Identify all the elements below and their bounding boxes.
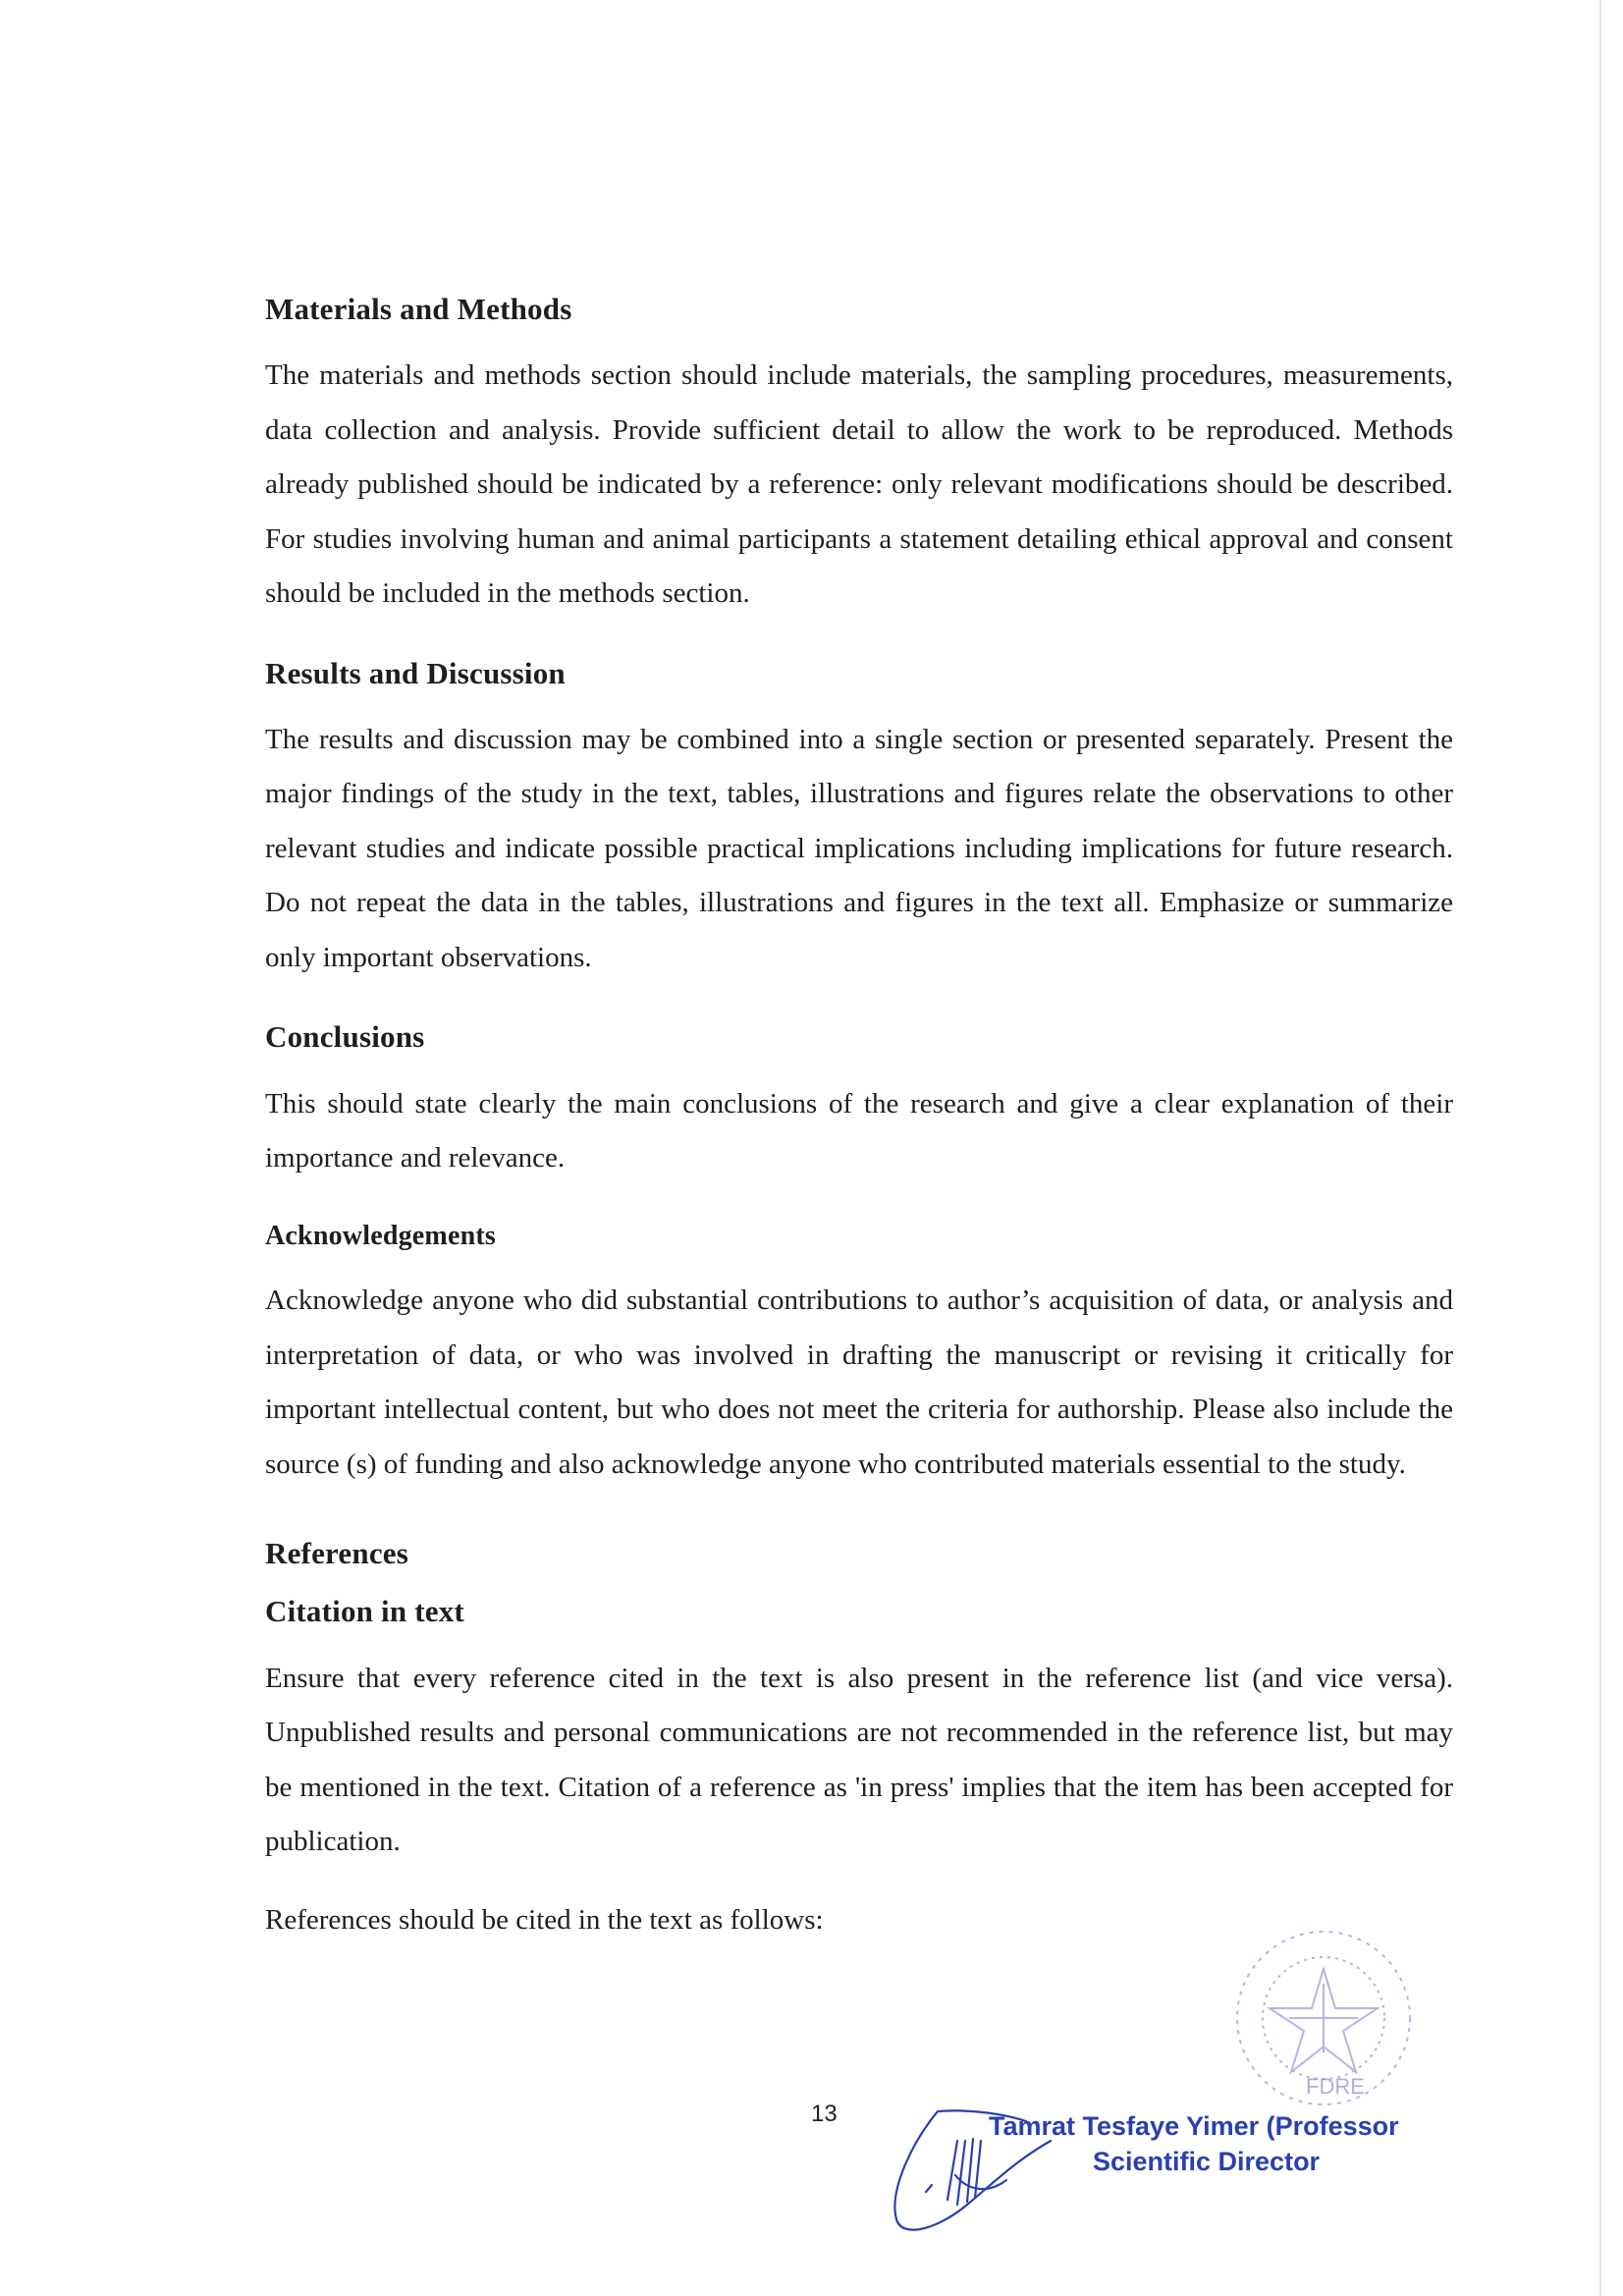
section-paragraph: The materials and methods section should include materials, the sampling procedures, measurements, data collection and analysis. Provide sufficient detail to allow the work to be reproduced. Methods already published should be indicated by a reference: only relevant modifications should be described. For studies involving human and animal participants a statement detailing ethical approval and consent should be included in the methods section. (265, 359, 1453, 610)
section-heading: Acknowledgements (265, 1220, 496, 1251)
page-number: 13 (811, 2101, 838, 2127)
section-paragraph: This should state clearly the main conclusions of the research and give a clear explanation of their importance and relevance. (265, 1087, 1453, 1175)
stamp-label: FDRE (1306, 2074, 1365, 2099)
page-edge (1599, 0, 1601, 2296)
signature-block (879, 2082, 1429, 2239)
section-acknowledgements (265, 1220, 1453, 1493)
section-subheading: Citation in text (265, 1594, 464, 1629)
signatory-name: Tamrat Tesfaye Yimer (Professor (989, 2111, 1399, 2141)
document-body (265, 291, 1453, 1947)
section-paragraph: The results and discussion may be combined into a single section or presented separately. Present the major findings of the study in the text, tables, illustrations and figures relate the observations to other relevant studies and indicate possible practical implications including implications for future research. Do not repeat the data in the tables, illustrations and figures in the text all. Emphasize or summarize only important observations. (265, 723, 1453, 973)
references-note: References should be cited in the text as follows: (265, 1903, 824, 1936)
handwritten-signature (879, 2082, 1105, 2239)
section-paragraph: Acknowledge anyone who did substantial contributions to author’s acquisition of data, or analysis and interpretation of data, or who was involved in drafting the manuscript or revising it critically for important intellectual content, but who does not meet the criteria for authorship. Please also include the source (s) of funding and also acknowledge anyone who contributed materials essential to the study. (265, 1285, 1453, 1480)
signatory-title: Scientific Director (1093, 2147, 1321, 2176)
section-conclusions (265, 1018, 1453, 1185)
section-heading: Conclusions (265, 1019, 425, 1055)
section-heading: Results and Discussion (265, 655, 566, 690)
section-references (265, 1535, 1453, 1947)
section-heading: Materials and Methods (265, 292, 572, 326)
section-heading: References (265, 1536, 409, 1571)
section-materials-methods (265, 291, 1453, 622)
section-paragraph: Ensure that every reference cited in the text is also present in the reference list (and vice versa). Unpublished results and personal communications are not recommended in the reference list, but may be mentioned in the text. Citation of a reference as 'in press' implies that the item has been accepted for publication. (265, 1662, 1453, 1858)
section-results-discussion (265, 655, 1453, 986)
